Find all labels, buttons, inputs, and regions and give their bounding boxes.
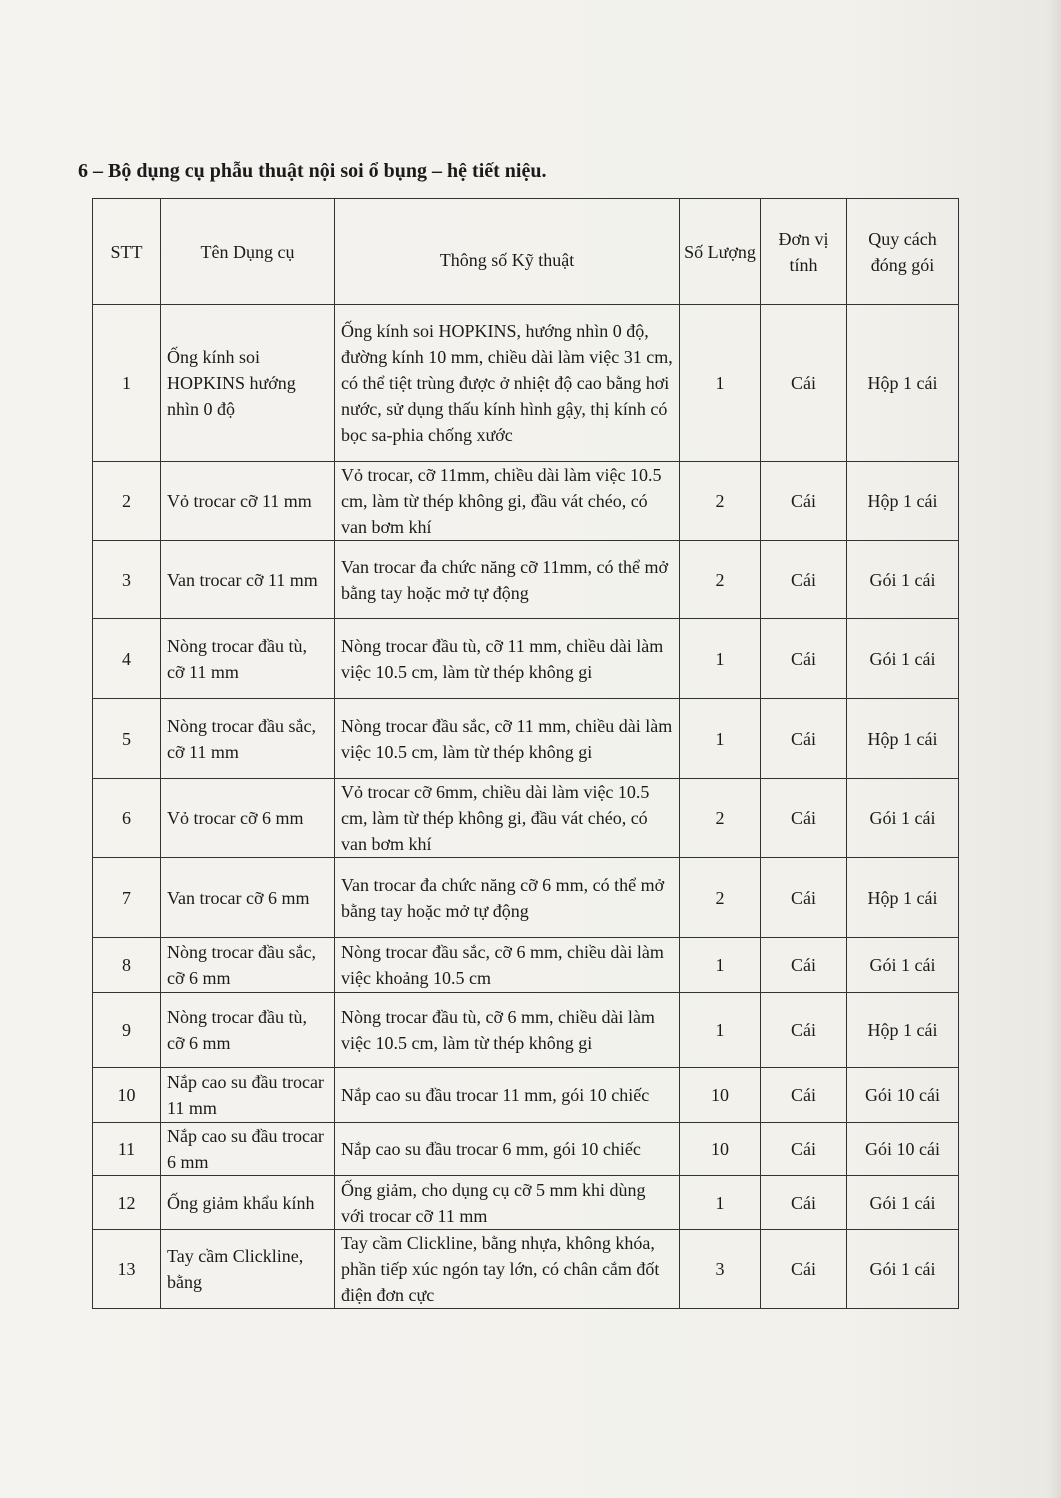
cell-unit: Cái <box>761 993 847 1068</box>
cell-unit: Cái <box>761 1123 847 1176</box>
table-row <box>93 462 959 541</box>
cell-name: Ống kính soi HOPKINS hướng nhìn 0 độ <box>161 305 335 462</box>
table-row <box>93 1123 959 1176</box>
cell-stt: 11 <box>93 1123 161 1176</box>
page-edge-shadow <box>1047 0 1061 1498</box>
cell-spec: Vỏ trocar, cỡ 11mm, chiều dài làm việc 10.5 cm, làm từ thép không gi, đầu vát chéo, có van bơm khí <box>335 462 680 541</box>
cell-pack: Gói 1 cái <box>847 779 959 858</box>
header-stt: STT <box>93 199 161 305</box>
cell-qty: 10 <box>680 1068 761 1123</box>
cell-name: Nòng trocar đầu tù, cỡ 6 mm <box>161 993 335 1068</box>
cell-spec: Nòng trocar đầu tù, cỡ 11 mm, chiều dài làm việc 10.5 cm, làm từ thép không gi <box>335 619 680 699</box>
cell-stt: 13 <box>93 1230 161 1309</box>
cell-stt: 1 <box>93 305 161 462</box>
cell-stt: 9 <box>93 993 161 1068</box>
cell-unit: Cái <box>761 462 847 541</box>
cell-pack: Hộp 1 cái <box>847 305 959 462</box>
cell-spec: Nắp cao su đầu trocar 6 mm, gói 10 chiếc <box>335 1123 680 1176</box>
cell-spec: Nắp cao su đầu trocar 11 mm, gói 10 chiếc <box>335 1068 680 1123</box>
cell-stt: 10 <box>93 1068 161 1123</box>
cell-name: Tay cầm Clickline, bằng <box>161 1230 335 1309</box>
cell-unit: Cái <box>761 305 847 462</box>
cell-unit: Cái <box>761 699 847 779</box>
header-unit: Đơn vị tính <box>761 199 847 305</box>
cell-name: Van trocar cỡ 11 mm <box>161 541 335 619</box>
cell-spec: Vỏ trocar cỡ 6mm, chiều dài làm việc 10.5 cm, làm từ thép không gi, đầu vát chéo, có van bơm khí <box>335 779 680 858</box>
cell-pack: Hộp 1 cái <box>847 993 959 1068</box>
cell-name: Nòng trocar đầu tù, cỡ 11 mm <box>161 619 335 699</box>
cell-pack: Hộp 1 cái <box>847 462 959 541</box>
cell-spec: Nòng trocar đầu tù, cỡ 6 mm, chiều dài làm việc 10.5 cm, làm từ thép không gi <box>335 993 680 1068</box>
cell-spec: Nòng trocar đầu sắc, cỡ 11 mm, chiều dài làm việc 10.5 cm, làm từ thép không gi <box>335 699 680 779</box>
cell-unit: Cái <box>761 779 847 858</box>
cell-qty: 2 <box>680 541 761 619</box>
table-header-row <box>93 199 959 305</box>
cell-stt: 3 <box>93 541 161 619</box>
cell-unit: Cái <box>761 938 847 993</box>
cell-name: Nắp cao su đầu trocar 11 mm <box>161 1068 335 1123</box>
cell-qty: 1 <box>680 305 761 462</box>
cell-qty: 2 <box>680 858 761 938</box>
table-row <box>93 619 959 699</box>
header-name: Tên Dụng cụ <box>161 199 335 305</box>
cell-name: Van trocar cỡ 6 mm <box>161 858 335 938</box>
cell-unit: Cái <box>761 1230 847 1309</box>
cell-name: Nắp cao su đầu trocar 6 mm <box>161 1123 335 1176</box>
table-row <box>93 305 959 462</box>
table-row <box>93 1176 959 1230</box>
cell-qty: 1 <box>680 938 761 993</box>
cell-spec: Ống giảm, cho dụng cụ cỡ 5 mm khi dùng với trocar cỡ 11 mm <box>335 1176 680 1230</box>
cell-qty: 2 <box>680 462 761 541</box>
cell-name: Ống giảm khẩu kính <box>161 1176 335 1230</box>
cell-pack: Gói 1 cái <box>847 619 959 699</box>
cell-spec: Ống kính soi HOPKINS, hướng nhìn 0 độ, đường kính 10 mm, chiều dài làm việc 31 cm, có thể tiệt trùng được ở nhiệt độ cao bằng hơi nước, sử dụng thấu kính hình gậy, thị kính có bọc sa-phia chống xước <box>335 305 680 462</box>
cell-pack: Gói 1 cái <box>847 938 959 993</box>
cell-qty: 3 <box>680 1230 761 1309</box>
cell-qty: 1 <box>680 1176 761 1230</box>
cell-unit: Cái <box>761 1176 847 1230</box>
cell-unit: Cái <box>761 858 847 938</box>
equipment-table <box>92 198 959 1309</box>
cell-stt: 4 <box>93 619 161 699</box>
table-row <box>93 699 959 779</box>
cell-pack: Gói 10 cái <box>847 1068 959 1123</box>
cell-unit: Cái <box>761 541 847 619</box>
cell-name: Vỏ trocar cỡ 11 mm <box>161 462 335 541</box>
cell-name: Nòng trocar đầu sắc, cỡ 11 mm <box>161 699 335 779</box>
cell-unit: Cái <box>761 1068 847 1123</box>
cell-stt: 6 <box>93 779 161 858</box>
cell-qty: 1 <box>680 699 761 779</box>
header-spec: Thông số Kỹ thuật <box>335 199 680 305</box>
cell-unit: Cái <box>761 619 847 699</box>
cell-spec: Van trocar đa chức năng cỡ 6 mm, có thể mở bằng tay hoặc mở tự động <box>335 858 680 938</box>
cell-qty: 1 <box>680 619 761 699</box>
table-row <box>93 779 959 858</box>
cell-pack: Gói 1 cái <box>847 1176 959 1230</box>
cell-qty: 2 <box>680 779 761 858</box>
cell-stt: 2 <box>93 462 161 541</box>
cell-qty: 10 <box>680 1123 761 1176</box>
section-heading: 6 – Bộ dụng cụ phẫu thuật nội soi ổ bụng – hệ tiết niệu. <box>78 160 547 182</box>
table-row <box>93 1068 959 1123</box>
cell-pack: Gói 1 cái <box>847 541 959 619</box>
table-row <box>93 938 959 993</box>
cell-stt: 7 <box>93 858 161 938</box>
table-row <box>93 993 959 1068</box>
table-row <box>93 541 959 619</box>
cell-spec: Tay cầm Clickline, bằng nhựa, không khóa, phần tiếp xúc ngón tay lớn, có chân cắm đốt điện đơn cực <box>335 1230 680 1309</box>
table-row <box>93 1230 959 1309</box>
cell-stt: 8 <box>93 938 161 993</box>
cell-pack: Gói 1 cái <box>847 1230 959 1309</box>
cell-spec: Nòng trocar đầu sắc, cỡ 6 mm, chiều dài làm việc khoảng 10.5 cm <box>335 938 680 993</box>
table-row <box>93 858 959 938</box>
cell-pack: Hộp 1 cái <box>847 699 959 779</box>
cell-spec: Van trocar đa chức năng cỡ 11mm, có thể mở bằng tay hoặc mở tự động <box>335 541 680 619</box>
header-qty: Số Lượng <box>680 199 761 305</box>
cell-stt: 12 <box>93 1176 161 1230</box>
cell-name: Vỏ trocar cỡ 6 mm <box>161 779 335 858</box>
cell-name: Nòng trocar đầu sắc, cỡ 6 mm <box>161 938 335 993</box>
cell-qty: 1 <box>680 993 761 1068</box>
cell-pack: Hộp 1 cái <box>847 858 959 938</box>
cell-pack: Gói 10 cái <box>847 1123 959 1176</box>
header-pack: Quy cách đóng gói <box>847 199 959 305</box>
cell-stt: 5 <box>93 699 161 779</box>
